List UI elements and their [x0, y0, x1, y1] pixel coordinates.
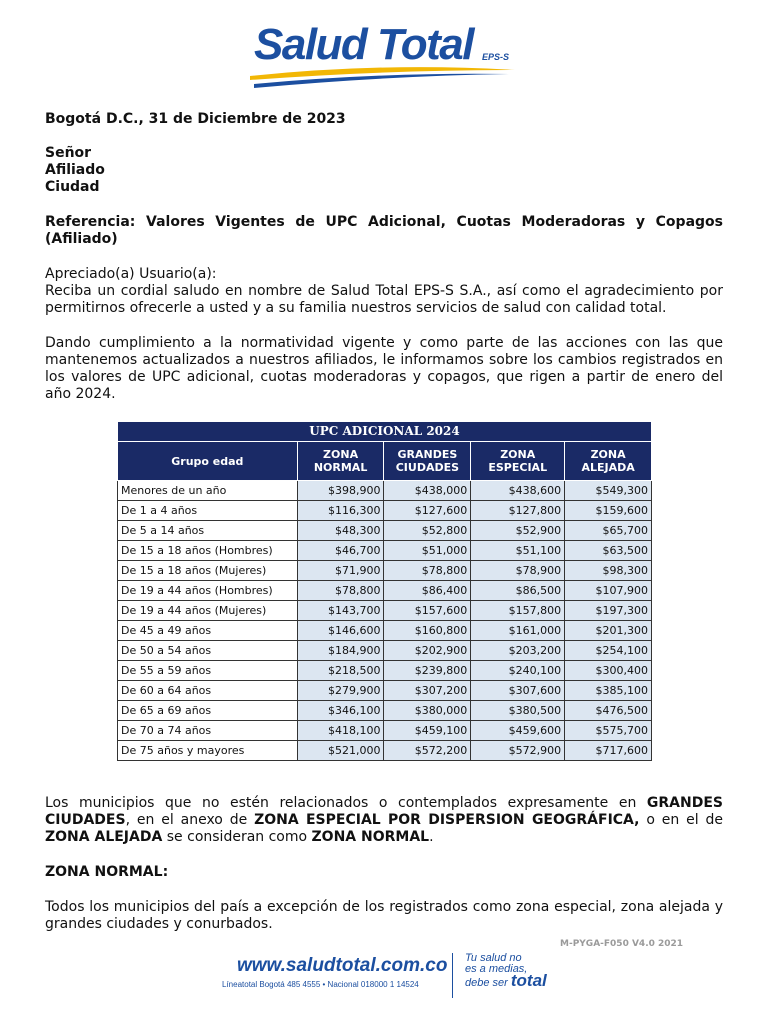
paragraph-zona-normal: Todos los municipios del país a excepción de los registrados como zona especial, zona alejada y grandes ciudades y conurbados. — [45, 899, 723, 932]
recipient-line: Ciudad — [45, 179, 100, 195]
value-cell: $346,100 — [297, 701, 384, 721]
document-code: M-PYGA-F050 V4.0 2021 — [560, 939, 684, 949]
value-cell: $160,800 — [384, 621, 471, 641]
value-cell: $52,900 — [471, 521, 565, 541]
value-cell: $202,900 — [384, 641, 471, 661]
value-cell: $52,800 — [384, 521, 471, 541]
value-cell: $51,100 — [471, 541, 565, 561]
value-cell: $65,700 — [565, 521, 652, 541]
slogan-line: es a medias, — [465, 963, 528, 975]
recipient-line: Afiliado — [45, 162, 105, 178]
table-row — [118, 701, 652, 721]
value-cell: $572,900 — [471, 741, 565, 761]
logo-swoosh-icon — [250, 66, 520, 90]
age-group-cell: De 15 a 18 años (Hombres) — [118, 541, 298, 561]
value-cell: $201,300 — [565, 621, 652, 641]
paragraph-intro: Reciba un cordial saludo en nombre de Salud Total EPS-S S.A., así como el agradecimiento por permitirnos ofrecerle a usted y a su familia nuestros servicios de salud con calidad total. — [45, 283, 723, 316]
table-title: UPC ADICIONAL 2024 — [118, 422, 652, 442]
value-cell: $86,500 — [471, 581, 565, 601]
table-row — [118, 521, 652, 541]
value-cell: $197,300 — [565, 601, 652, 621]
value-cell: $78,800 — [297, 581, 384, 601]
value-cell: $218,500 — [297, 661, 384, 681]
slogan-line — [465, 971, 547, 990]
paragraph-segment: . — [429, 829, 434, 845]
slogan-total: total — [510, 971, 547, 990]
value-cell: $307,600 — [471, 681, 565, 701]
value-cell: $476,500 — [565, 701, 652, 721]
age-group-cell: De 50 a 54 años — [118, 641, 298, 661]
value-cell: $572,200 — [384, 741, 471, 761]
value-cell: $521,000 — [297, 741, 384, 761]
paragraph-segment: ZONA NORMAL — [311, 829, 430, 845]
value-cell: $438,600 — [471, 481, 565, 501]
paragraph-segment: GRANDES CIUDADES — [45, 795, 723, 828]
value-cell: $63,500 — [565, 541, 652, 561]
recipient-block — [45, 145, 723, 196]
footer-divider — [452, 953, 453, 998]
value-cell: $157,800 — [471, 601, 565, 621]
age-group-cell: De 60 a 64 años — [118, 681, 298, 701]
value-cell: $438,000 — [384, 481, 471, 501]
column-header: Grupo edad — [118, 442, 298, 481]
zona-normal-heading: ZONA NORMAL: — [45, 864, 169, 880]
value-cell: $380,500 — [471, 701, 565, 721]
age-group-cell: De 5 a 14 años — [118, 521, 298, 541]
recipient-line: Señor — [45, 145, 92, 161]
value-cell: $254,100 — [565, 641, 652, 661]
value-cell: $203,200 — [471, 641, 565, 661]
table-row — [118, 581, 652, 601]
table-row — [118, 501, 652, 521]
value-cell: $459,100 — [384, 721, 471, 741]
value-cell: $159,600 — [565, 501, 652, 521]
value-cell: $184,900 — [297, 641, 384, 661]
value-cell: $78,800 — [384, 561, 471, 581]
paragraph-notice: Dando cumplimiento a la normatividad vigente y como parte de las acciones con las que mantenemos actualizados a nuestros afiliados, le informamos sobre los cambios registrados en los valores de UPC adicional, cuotas moderadoras y copagos, que rigen a partir de enero del año 2024. — [45, 335, 723, 402]
value-cell: $717,600 — [565, 741, 652, 761]
phone-line: Líneatotal Bogotá 485 4555 • Nacional 018000 1 14524 — [222, 980, 419, 989]
value-cell: $107,900 — [565, 581, 652, 601]
table-row — [118, 681, 652, 701]
value-cell: $46,700 — [297, 541, 384, 561]
value-cell: $86,400 — [384, 581, 471, 601]
paragraph-segment: , en el anexo de — [125, 812, 255, 828]
age-group-cell: De 55 a 59 años — [118, 661, 298, 681]
age-group-cell: De 70 a 74 años — [118, 721, 298, 741]
table-row — [118, 541, 652, 561]
paragraph-segment: o en el de — [639, 812, 723, 828]
paragraph-segment: se consideran como — [162, 829, 312, 845]
value-cell: $240,100 — [471, 661, 565, 681]
value-cell: $300,400 — [565, 661, 652, 681]
value-cell: $385,100 — [565, 681, 652, 701]
salud-total-logo — [250, 20, 520, 90]
value-cell: $307,200 — [384, 681, 471, 701]
age-group-cell: De 1 a 4 años — [118, 501, 298, 521]
value-cell: $116,300 — [297, 501, 384, 521]
slogan-line: Tu salud no — [465, 952, 522, 964]
value-cell: $98,300 — [565, 561, 652, 581]
age-group-cell: De 19 a 44 años (Hombres) — [118, 581, 298, 601]
table-body — [118, 481, 652, 761]
value-cell: $143,700 — [297, 601, 384, 621]
table-row — [118, 641, 652, 661]
value-cell: $398,900 — [297, 481, 384, 501]
age-group-cell: De 65 a 69 años — [118, 701, 298, 721]
value-cell: $418,100 — [297, 721, 384, 741]
column-header: ZONA NORMAL — [297, 442, 384, 481]
column-header: ZONA ESPECIAL — [471, 442, 565, 481]
paragraph-segment: ZONA ESPECIAL POR DISPERSION GEOGRÁFICA, — [254, 812, 640, 828]
value-cell: $161,000 — [471, 621, 565, 641]
table-row — [118, 741, 652, 761]
value-cell: $51,000 — [384, 541, 471, 561]
slogan-word: debe ser — [465, 977, 508, 989]
table-row — [118, 621, 652, 641]
age-group-cell: De 15 a 18 años (Mujeres) — [118, 561, 298, 581]
value-cell: $549,300 — [565, 481, 652, 501]
value-cell: $279,900 — [297, 681, 384, 701]
upc-table — [117, 421, 652, 761]
value-cell: $239,800 — [384, 661, 471, 681]
table-row — [118, 481, 652, 501]
paragraph-segment: ZONA ALEJADA — [45, 829, 163, 845]
table-row — [118, 561, 652, 581]
value-cell: $459,600 — [471, 721, 565, 741]
website-link[interactable]: www.saludtotal.com.co — [237, 955, 448, 976]
table-row — [118, 661, 652, 681]
value-cell: $71,900 — [297, 561, 384, 581]
paragraph-segment: Los municipios que no estén relacionados o contemplados expresamente en — [45, 795, 647, 811]
column-header: ZONA ALEJADA — [565, 442, 652, 481]
age-group-cell: De 45 a 49 años — [118, 621, 298, 641]
paragraph-municipios — [45, 795, 723, 846]
table-row — [118, 721, 652, 741]
column-header: GRANDES CIUDADES — [384, 442, 471, 481]
age-group-cell: De 75 años y mayores — [118, 741, 298, 761]
table-row — [118, 601, 652, 621]
value-cell: $48,300 — [297, 521, 384, 541]
logo-wordmark: Salud Total — [254, 20, 473, 69]
reference-line: Referencia: Valores Vigentes de UPC Adicional, Cuotas Moderadoras y Copagos (Afiliado) — [45, 214, 723, 247]
age-group-cell: Menores de un año — [118, 481, 298, 501]
age-group-cell: De 19 a 44 años (Mujeres) — [118, 601, 298, 621]
value-cell: $127,800 — [471, 501, 565, 521]
value-cell: $575,700 — [565, 721, 652, 741]
letter-date: Bogotá D.C., 31 de Diciembre de 2023 — [45, 111, 346, 127]
value-cell: $78,900 — [471, 561, 565, 581]
logo-suffix: EPS-S — [482, 52, 510, 62]
value-cell: $380,000 — [384, 701, 471, 721]
value-cell: $127,600 — [384, 501, 471, 521]
slogan — [465, 953, 547, 989]
value-cell: $157,600 — [384, 601, 471, 621]
table-header-row — [118, 442, 652, 481]
greeting: Apreciado(a) Usuario(a): — [45, 266, 217, 282]
value-cell: $146,600 — [297, 621, 384, 641]
